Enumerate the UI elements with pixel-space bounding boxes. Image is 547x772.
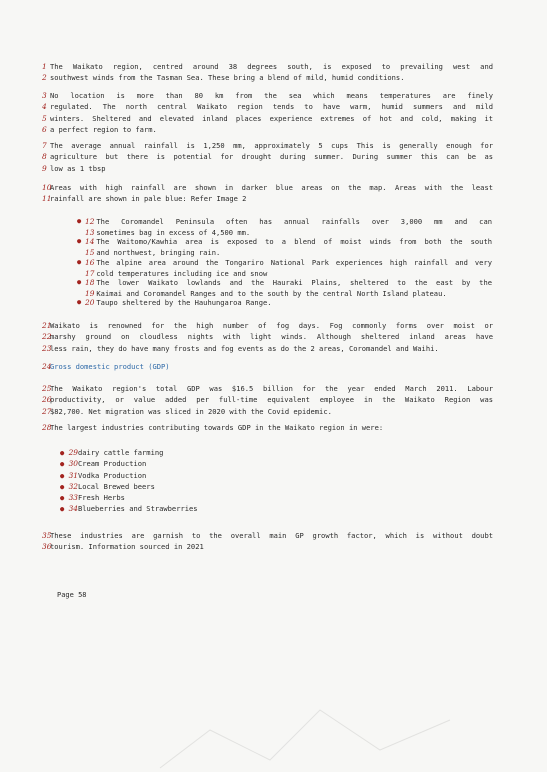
bullet-dot-icon: ● xyxy=(60,493,65,503)
line-marker: 12 xyxy=(85,217,95,226)
line-marker: 5 xyxy=(42,113,47,123)
section-heading-gdp xyxy=(42,361,493,372)
line-marker: 34 xyxy=(68,504,78,514)
line-marker: 8 xyxy=(42,152,47,162)
list-item-text: Blueberries and Strawberries xyxy=(77,504,198,514)
text-line: rainfall are shown in pale blue: Refer Image 2 xyxy=(50,194,247,204)
text-line: winters. Sheltered and elevated inland places experience extremes of hot and cold, making it xyxy=(50,113,493,123)
line-marker: 28 xyxy=(42,423,52,432)
line-marker: 14 xyxy=(85,237,95,246)
line-marker: 32 xyxy=(68,481,78,491)
text-line: productivity, or value added per full-time equivalent employee in the Waikato Region was xyxy=(50,395,493,405)
paragraph-7 xyxy=(42,422,493,433)
bullet-dot-icon: ● xyxy=(77,278,82,286)
line-marker: 6 xyxy=(42,124,47,134)
line-marker: 20 xyxy=(85,298,95,307)
text-line: cold temperatures including ice and snow xyxy=(96,269,268,279)
line-marker: 36 xyxy=(42,542,52,552)
line-marker: 9 xyxy=(42,163,47,173)
text-line: Taupo sheltered by the Hauhungaroa Range. xyxy=(96,298,272,307)
scan-artifact xyxy=(150,690,480,770)
text-line: The Waikato region's total GDP was $16.5 billion for the year ended March 2011. Labour xyxy=(50,384,493,393)
text-line: low as 1 tbsp xyxy=(50,163,106,173)
text-line: regulated. The north central Waikato region tends to have warm, humid summers and mild xyxy=(50,102,493,112)
line-marker: 13 xyxy=(85,228,95,238)
list-item-text: Local Brewed beers xyxy=(77,481,155,491)
paragraph-4 xyxy=(42,182,493,205)
heading-text: Gross domestic product (GDP) xyxy=(50,362,170,371)
text-line: The Coromandel Peninsula often has annual rainfalls over 3,000 mm and can xyxy=(96,217,492,226)
line-marker: 23 xyxy=(42,343,52,353)
paragraph-6 xyxy=(42,383,493,417)
line-marker: 24 xyxy=(42,362,52,371)
list-item-text: Fresh Herbs xyxy=(77,493,125,503)
text-line: agriculture but there is potential for drought during summer. During summer this can be as xyxy=(50,152,493,162)
line-marker: 27 xyxy=(42,406,52,416)
bullet-dot-icon: ● xyxy=(60,504,65,514)
text-line: tourism. Information sourced in 2021 xyxy=(50,542,204,552)
bullet-dot-icon: ● xyxy=(60,481,65,491)
line-marker: 3 xyxy=(42,91,47,100)
paragraph-2 xyxy=(42,90,493,135)
line-marker: 2 xyxy=(42,73,47,83)
paragraph-1 xyxy=(42,61,493,84)
line-marker: 19 xyxy=(85,289,95,299)
line-marker: 35 xyxy=(42,531,52,540)
line-marker: 11 xyxy=(42,194,52,204)
text-line: The lower Waikato lowlands and the Hauraki Plains, sheltered to the east by the xyxy=(96,278,492,287)
list-item-text: dairy cattle farming xyxy=(77,448,164,457)
text-line: marshy ground on cloudless nights with light winds. Although sheltered inland areas have xyxy=(50,332,493,342)
line-marker: 30 xyxy=(68,459,78,469)
text-line: Waikato is renowned for the high number of fog days. Fog commonly forms over moist or xyxy=(50,321,493,330)
list-item xyxy=(60,458,198,469)
text-line: southwest winds from the Tasman Sea. These bring a blend of mild, humid conditions. xyxy=(50,73,405,83)
text-line: and northwest, bringing rain. xyxy=(96,248,221,258)
list-item xyxy=(60,503,198,514)
line-marker: 33 xyxy=(68,493,78,503)
text-line: a perfect region to farm. xyxy=(50,124,157,134)
text-line: The largest industries contributing towards GDP in the Waikato region in were: xyxy=(50,423,384,432)
industries-list xyxy=(60,447,198,515)
text-line: less rain, they do have many frosts and fog events as do the 2 areas, Coromandel and Waihi. xyxy=(50,343,439,353)
list-item xyxy=(60,492,198,503)
line-marker: 1 xyxy=(42,62,47,71)
line-marker: 16 xyxy=(85,258,95,267)
bullet-dot-icon: ● xyxy=(60,470,65,480)
list-item xyxy=(60,481,198,492)
bullet-dot-icon: ● xyxy=(60,448,65,457)
line-marker: 7 xyxy=(42,141,47,150)
text-line: $82,700. Net migration was sliced in 2020 with the Covid epidemic. xyxy=(50,406,332,416)
line-marker: 25 xyxy=(42,384,52,393)
text-line: Kaimai and Coromandel Ranges and to the south by the central North Island plateau. xyxy=(96,289,447,299)
line-marker: 21 xyxy=(42,321,52,330)
text-line: The alpine area around the Tongariro National Park experiences high rainfall and very xyxy=(96,258,492,267)
list-item-text: Cream Production xyxy=(77,459,147,469)
line-marker: 29 xyxy=(68,448,78,457)
list-item xyxy=(60,447,198,458)
line-marker: 22 xyxy=(42,332,52,342)
line-marker: 31 xyxy=(68,470,78,480)
list-item-text: Vodka Production xyxy=(77,470,147,480)
text-line: Areas with high rainfall are shown in darker blue areas on the map. Areas with the least xyxy=(50,183,493,192)
text-line: The Waikato region, centred around 38 degrees south, is exposed to prevailing west and xyxy=(50,62,493,71)
text-line: The Waitomo/Kawhia area is exposed to a blend of moist winds from both the south xyxy=(96,237,492,246)
text-line: No location is more than 80 km from the sea which means temperatures are finely xyxy=(50,91,493,100)
page-number: Page 58 xyxy=(57,591,87,599)
list-item xyxy=(60,470,198,481)
text-line: These industries are garnish to the overall main GP growth factor, which is without doubt xyxy=(50,531,493,540)
bullet-dot-icon: ● xyxy=(77,237,82,245)
line-marker: 18 xyxy=(85,278,95,287)
line-marker: 10 xyxy=(42,183,52,192)
bullet-dot-icon: ● xyxy=(77,217,82,225)
line-marker: 26 xyxy=(42,395,52,405)
paragraph-3 xyxy=(42,140,493,174)
line-marker: 17 xyxy=(85,269,95,279)
paragraph-5 xyxy=(42,320,493,354)
bullet-dot-icon: ● xyxy=(60,459,65,469)
bullet-dot-icon: ● xyxy=(77,258,82,266)
text-line: sometimes bag in excess of 4,500 mm. xyxy=(96,228,251,238)
paragraph-8 xyxy=(42,530,493,553)
line-marker: 4 xyxy=(42,102,47,112)
line-marker: 15 xyxy=(85,248,95,258)
bullet-dot-icon: ● xyxy=(77,298,82,306)
text-line: The average annual rainfall is 1,250 mm, approximately 5 cups This is generally enough for xyxy=(50,141,493,150)
